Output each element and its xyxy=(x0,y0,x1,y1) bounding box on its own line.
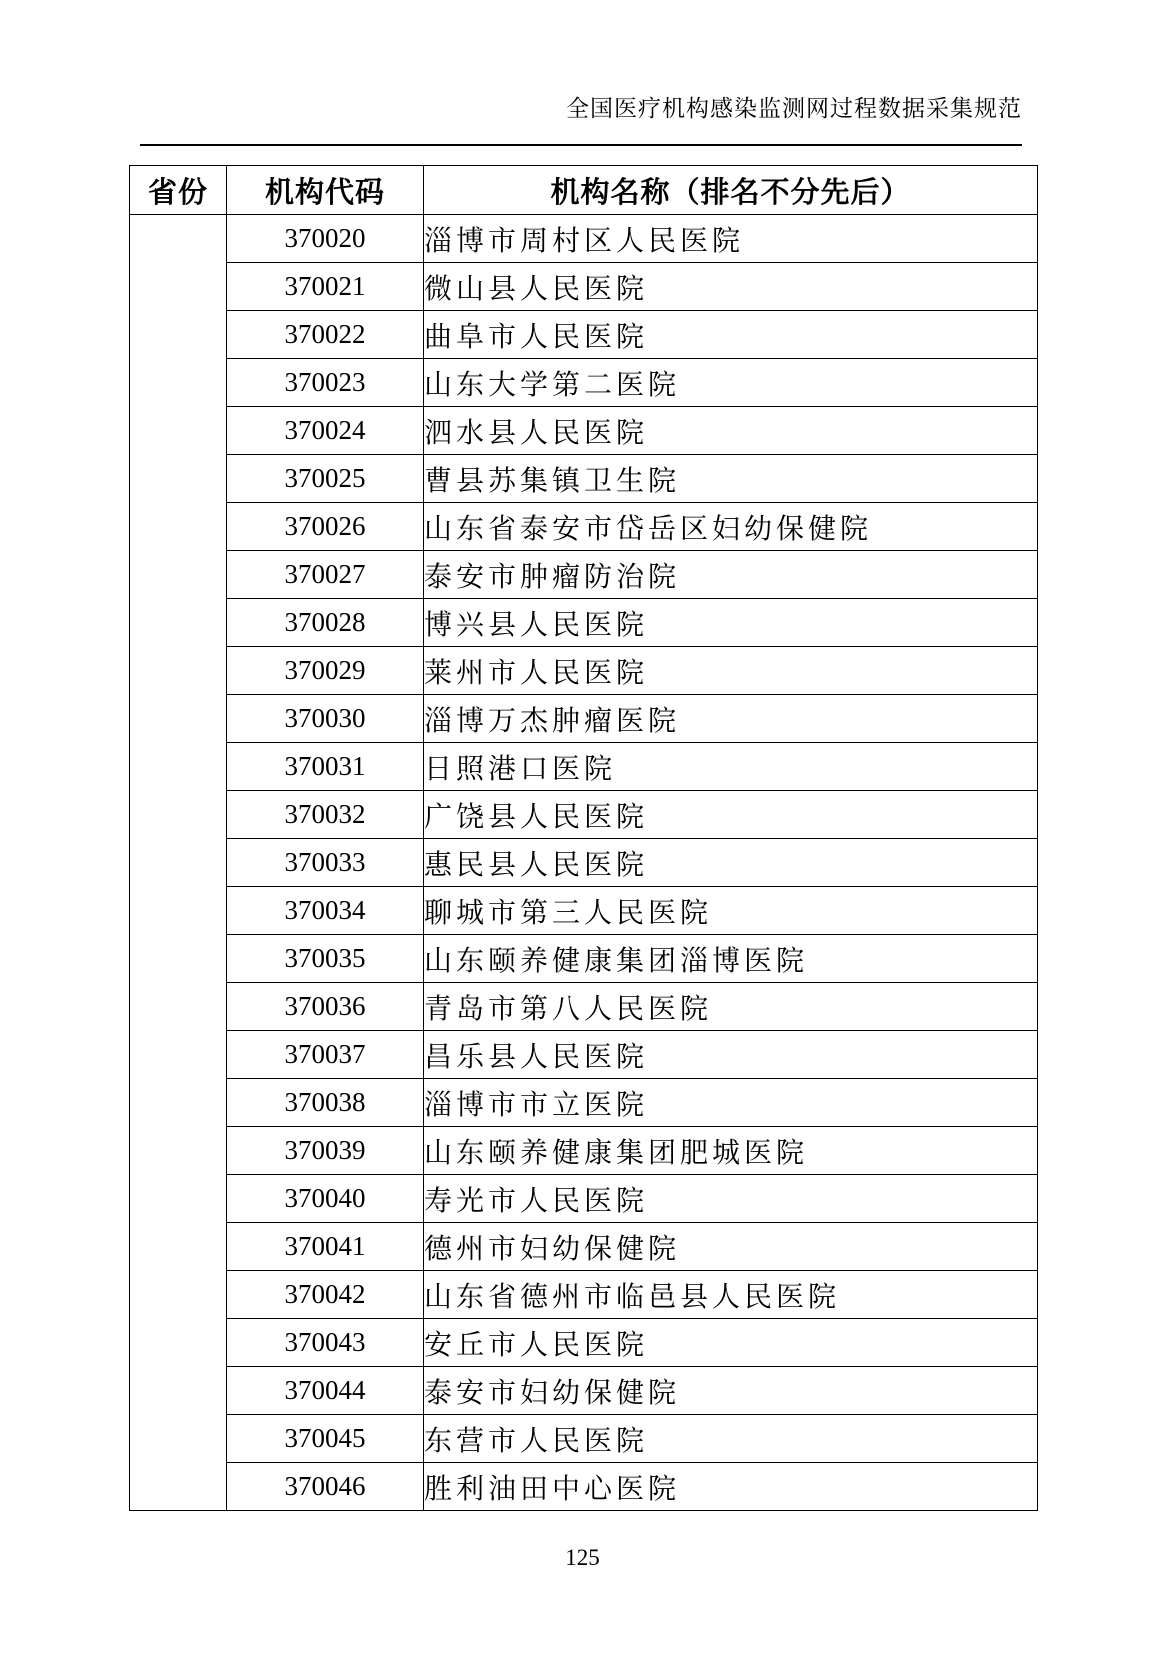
institution-name-cell: 曲阜市人民医院 xyxy=(424,311,1038,359)
institution-code-cell: 370026 xyxy=(227,503,424,551)
institution-code-cell: 370028 xyxy=(227,599,424,647)
institution-table xyxy=(129,165,1038,1511)
table-row xyxy=(130,1175,1038,1223)
institution-name-cell: 山东颐养健康集团肥城医院 xyxy=(424,1127,1038,1175)
table-row xyxy=(130,407,1038,455)
institution-code-cell: 370024 xyxy=(227,407,424,455)
institution-name-cell: 聊城市第三人民医院 xyxy=(424,887,1038,935)
institution-code-cell: 370038 xyxy=(227,1079,424,1127)
table-row xyxy=(130,887,1038,935)
table-row xyxy=(130,695,1038,743)
institution-name-cell: 莱州市人民医院 xyxy=(424,647,1038,695)
institution-name-cell: 安丘市人民医院 xyxy=(424,1319,1038,1367)
table-row xyxy=(130,1319,1038,1367)
table-row xyxy=(130,1223,1038,1271)
institution-code-cell: 370037 xyxy=(227,1031,424,1079)
table-row xyxy=(130,1031,1038,1079)
table-row xyxy=(130,1271,1038,1319)
table-body xyxy=(130,215,1038,1511)
institution-name-cell: 寿光市人民医院 xyxy=(424,1175,1038,1223)
table-row xyxy=(130,1415,1038,1463)
table-row xyxy=(130,839,1038,887)
table-row xyxy=(130,455,1038,503)
institution-code-cell: 370033 xyxy=(227,839,424,887)
table-row xyxy=(130,359,1038,407)
institution-code-cell: 370035 xyxy=(227,935,424,983)
institution-name-cell: 泗水县人民医院 xyxy=(424,407,1038,455)
table-row xyxy=(130,503,1038,551)
institution-code-cell: 370042 xyxy=(227,1271,424,1319)
institution-name-cell: 东营市人民医院 xyxy=(424,1415,1038,1463)
header-rule xyxy=(140,144,1022,146)
institution-code-cell: 370036 xyxy=(227,983,424,1031)
institution-name-cell: 泰安市妇幼保健院 xyxy=(424,1367,1038,1415)
institution-code-cell: 370032 xyxy=(227,791,424,839)
institution-name-cell: 博兴县人民医院 xyxy=(424,599,1038,647)
institution-name-cell: 惠民县人民医院 xyxy=(424,839,1038,887)
table-row xyxy=(130,791,1038,839)
institution-name-cell: 淄博万杰肿瘤医院 xyxy=(424,695,1038,743)
page-number: 125 xyxy=(565,1545,600,1570)
institution-code-cell: 370029 xyxy=(227,647,424,695)
institution-code-cell: 370043 xyxy=(227,1319,424,1367)
institution-code-cell: 370020 xyxy=(227,215,424,263)
province-cell xyxy=(130,215,227,1511)
institution-code-cell: 370022 xyxy=(227,311,424,359)
column-header-name: 机构名称（排名不分先后） xyxy=(424,166,1038,215)
institution-code-cell: 370030 xyxy=(227,695,424,743)
institution-name-cell: 山东大学第二医院 xyxy=(424,359,1038,407)
institution-name-cell: 青岛市第八人民医院 xyxy=(424,983,1038,1031)
institution-name-cell: 山东颐养健康集团淄博医院 xyxy=(424,935,1038,983)
institution-code-cell: 370046 xyxy=(227,1463,424,1511)
institution-name-cell: 微山县人民医院 xyxy=(424,263,1038,311)
table-row xyxy=(130,1079,1038,1127)
institution-name-cell: 淄博市市立医院 xyxy=(424,1079,1038,1127)
running-header: 全国医疗机构感染监测网过程数据采集规范 xyxy=(566,96,1022,122)
institution-name-cell: 山东省德州市临邑县人民医院 xyxy=(424,1271,1038,1319)
institution-code-cell: 370041 xyxy=(227,1223,424,1271)
institution-code-cell: 370044 xyxy=(227,1367,424,1415)
table-row xyxy=(130,551,1038,599)
institution-code-cell: 370040 xyxy=(227,1175,424,1223)
column-header-code: 机构代码 xyxy=(227,166,424,215)
table-row xyxy=(130,215,1038,263)
institution-code-cell: 370039 xyxy=(227,1127,424,1175)
institution-name-cell: 广饶县人民医院 xyxy=(424,791,1038,839)
table-row xyxy=(130,1463,1038,1511)
table-row xyxy=(130,263,1038,311)
institution-code-cell: 370023 xyxy=(227,359,424,407)
institution-name-cell: 日照港口医院 xyxy=(424,743,1038,791)
institution-code-cell: 370031 xyxy=(227,743,424,791)
table-row xyxy=(130,1367,1038,1415)
table-row xyxy=(130,599,1038,647)
institution-name-cell: 曹县苏集镇卫生院 xyxy=(424,455,1038,503)
institution-name-cell: 山东省泰安市岱岳区妇幼保健院 xyxy=(424,503,1038,551)
table-header-row xyxy=(130,166,1038,215)
table-row xyxy=(130,935,1038,983)
institution-name-cell: 淄博市周村区人民医院 xyxy=(424,215,1038,263)
institution-name-cell: 德州市妇幼保健院 xyxy=(424,1223,1038,1271)
table-row xyxy=(130,311,1038,359)
institution-name-cell: 泰安市肿瘤防治院 xyxy=(424,551,1038,599)
institution-code-cell: 370021 xyxy=(227,263,424,311)
institution-code-cell: 370034 xyxy=(227,887,424,935)
institution-code-cell: 370027 xyxy=(227,551,424,599)
institution-code-cell: 370045 xyxy=(227,1415,424,1463)
table-row xyxy=(130,1127,1038,1175)
institution-name-cell: 胜利油田中心医院 xyxy=(424,1463,1038,1511)
table-row xyxy=(130,647,1038,695)
table-row xyxy=(130,743,1038,791)
column-header-province: 省份 xyxy=(130,166,227,215)
table-row xyxy=(130,983,1038,1031)
institution-name-cell: 昌乐县人民医院 xyxy=(424,1031,1038,1079)
institution-code-cell: 370025 xyxy=(227,455,424,503)
